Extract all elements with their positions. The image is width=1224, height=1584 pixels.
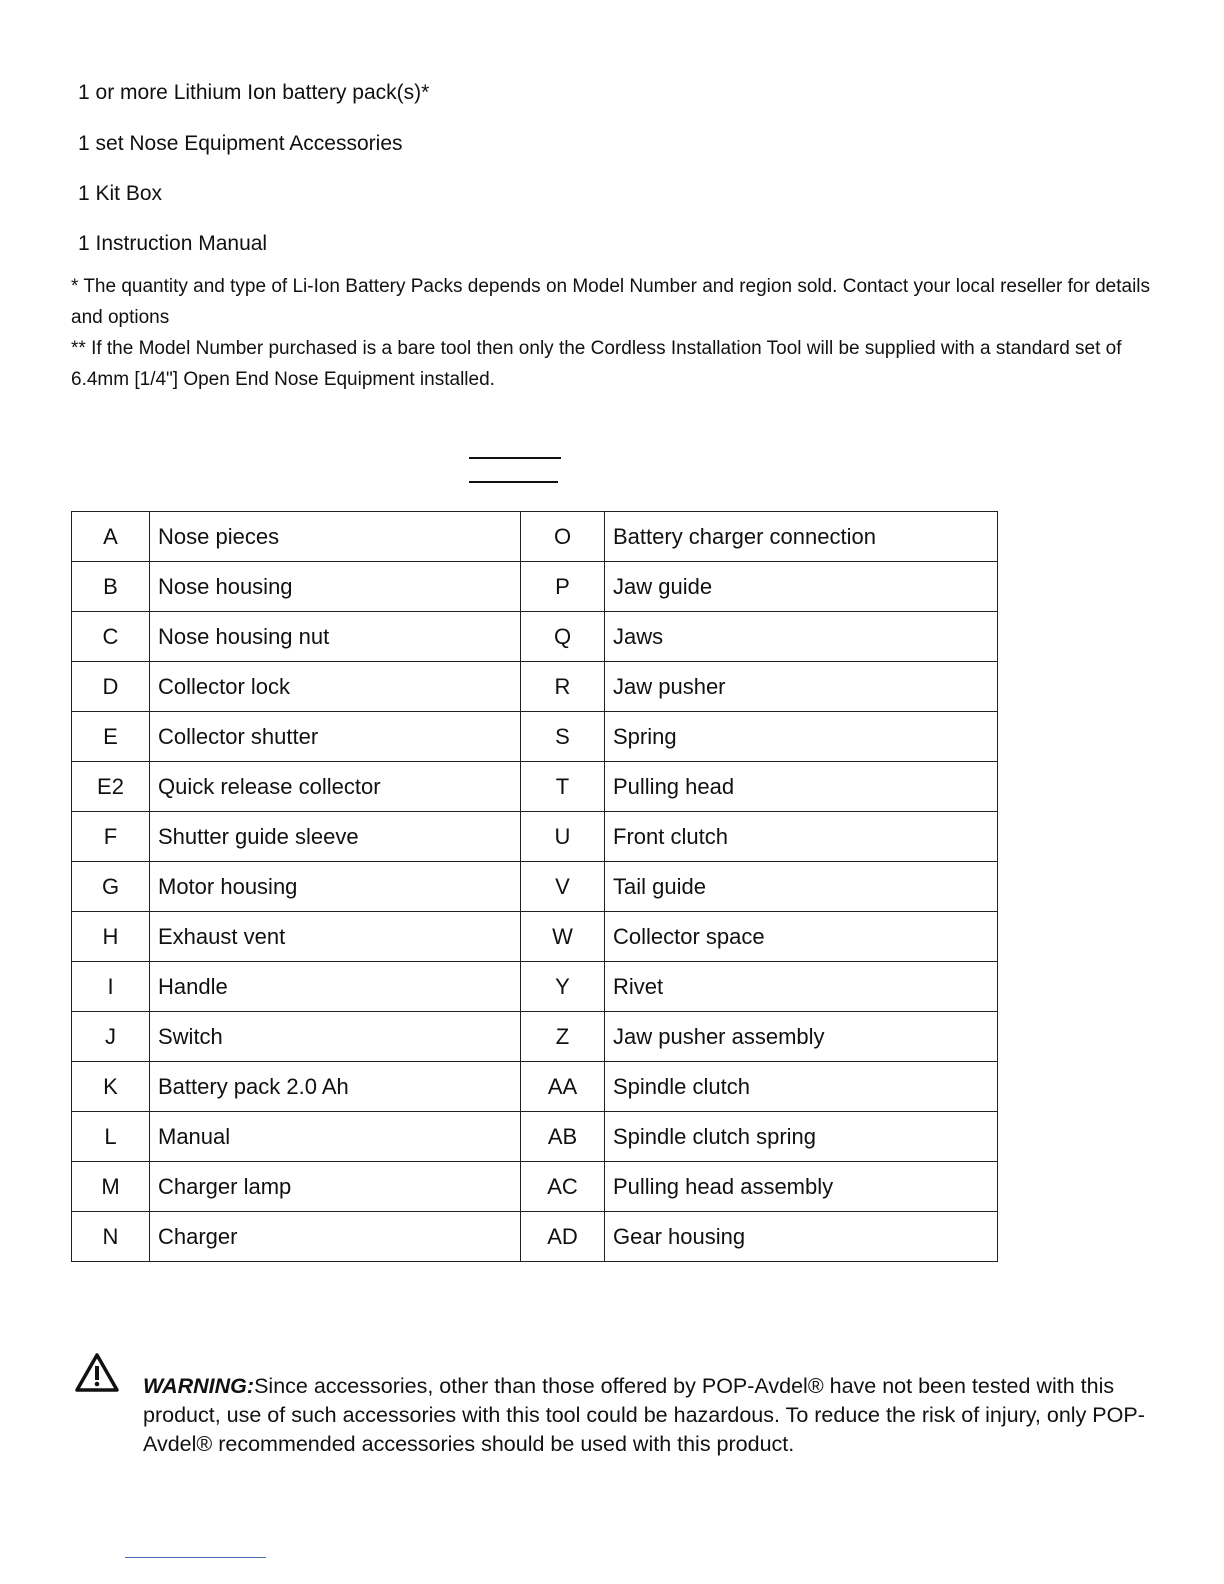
part-name: Charger lamp [150, 1162, 521, 1212]
part-name: Jaw pusher [605, 662, 998, 712]
part-key: E [72, 712, 150, 762]
table-row [72, 1112, 998, 1162]
part-name: Battery pack 2.0 Ah [150, 1062, 521, 1112]
part-name: Nose housing nut [150, 612, 521, 662]
contents-item: 1 Instruction Manual [78, 232, 268, 255]
part-name: Gear housing [605, 1212, 998, 1262]
part-key: B [72, 562, 150, 612]
part-name: Jaw guide [605, 562, 998, 612]
part-key: AB [521, 1112, 605, 1162]
part-key: K [72, 1062, 150, 1112]
table-row [72, 712, 998, 762]
part-key: AD [521, 1212, 605, 1262]
table-row [72, 1212, 998, 1262]
part-name: Front clutch [605, 812, 998, 862]
part-key: M [72, 1162, 150, 1212]
table-row [72, 862, 998, 912]
part-key: H [72, 912, 150, 962]
part-key: T [521, 762, 605, 812]
part-key: V [521, 862, 605, 912]
part-key: E2 [72, 762, 150, 812]
parts-table [71, 511, 998, 1262]
contents-item: 1 Kit Box [78, 182, 163, 205]
table-row [72, 962, 998, 1012]
part-name: Handle [150, 962, 521, 1012]
part-name: Spindle clutch [605, 1062, 998, 1112]
part-name: Pulling head [605, 762, 998, 812]
part-key: A [72, 512, 150, 562]
table-row [72, 812, 998, 862]
part-key: F [72, 812, 150, 862]
part-key: Q [521, 612, 605, 662]
divider [125, 1557, 266, 1558]
part-name: Collector shutter [150, 712, 521, 762]
divider [469, 481, 558, 483]
part-name: Battery charger connection [605, 512, 998, 562]
part-name: Jaws [605, 612, 998, 662]
part-key: AA [521, 1062, 605, 1112]
part-name: Nose pieces [150, 512, 521, 562]
part-key: C [72, 612, 150, 662]
part-key: AC [521, 1162, 605, 1212]
part-key: U [521, 812, 605, 862]
part-name: Manual [150, 1112, 521, 1162]
part-name: Switch [150, 1012, 521, 1062]
footnote-bare-tool: ** If the Model Number purchased is a bare tool then only the Cordless Installation Tool will be supplied with a standard set of 6.4mm [1/4"] Open End Nose Equipment installed. [71, 338, 1122, 390]
part-key: W [521, 912, 605, 962]
table-row [72, 512, 998, 562]
footnote-battery: * The quantity and type of Li-Ion Battery Packs depends on Model Number and region sold. Contact your local reseller for details and options [71, 276, 1151, 328]
part-key: J [72, 1012, 150, 1062]
part-name: Collector lock [150, 662, 521, 712]
part-name: Quick release collector [150, 762, 521, 812]
part-key: I [72, 962, 150, 1012]
table-row [72, 1012, 998, 1062]
warning-text [143, 1372, 1153, 1459]
contents-item: 1 set Nose Equipment Accessories [78, 132, 403, 155]
part-key: G [72, 862, 150, 912]
table-row [72, 912, 998, 962]
table-row [72, 762, 998, 812]
warning-triangle-icon [74, 1352, 120, 1394]
part-name: Shutter guide sleeve [150, 812, 521, 862]
part-name: Charger [150, 1212, 521, 1262]
part-name: Nose housing [150, 562, 521, 612]
part-key: S [521, 712, 605, 762]
divider [469, 457, 561, 459]
part-key: R [521, 662, 605, 712]
table-row [72, 662, 998, 712]
part-key: N [72, 1212, 150, 1262]
part-name: Spring [605, 712, 998, 762]
warning-label: WARNING: [143, 1374, 255, 1398]
part-key: O [521, 512, 605, 562]
part-name: Exhaust vent [150, 912, 521, 962]
part-name: Rivet [605, 962, 998, 1012]
part-key: Z [521, 1012, 605, 1062]
part-name: Motor housing [150, 862, 521, 912]
part-name: Pulling head assembly [605, 1162, 998, 1212]
contents-item: 1 or more Lithium Ion battery pack(s)* [78, 81, 430, 104]
part-name: Spindle clutch spring [605, 1112, 998, 1162]
part-key: Y [521, 962, 605, 1012]
table-row [72, 1162, 998, 1212]
part-key: D [72, 662, 150, 712]
part-name: Jaw pusher assembly [605, 1012, 998, 1062]
part-key: L [72, 1112, 150, 1162]
table-row [72, 612, 998, 662]
table-row [72, 1062, 998, 1112]
part-name: Collector space [605, 912, 998, 962]
part-name: Tail guide [605, 862, 998, 912]
table-row [72, 562, 998, 612]
warning-body: Since accessories, other than those offered by POP-Avdel® have not been tested with this product, use of such accessories with this tool could be hazardous. To reduce the risk of injury, only POP- Avdel® recommended accessories should be used with this product. [143, 1374, 1145, 1456]
part-key: P [521, 562, 605, 612]
